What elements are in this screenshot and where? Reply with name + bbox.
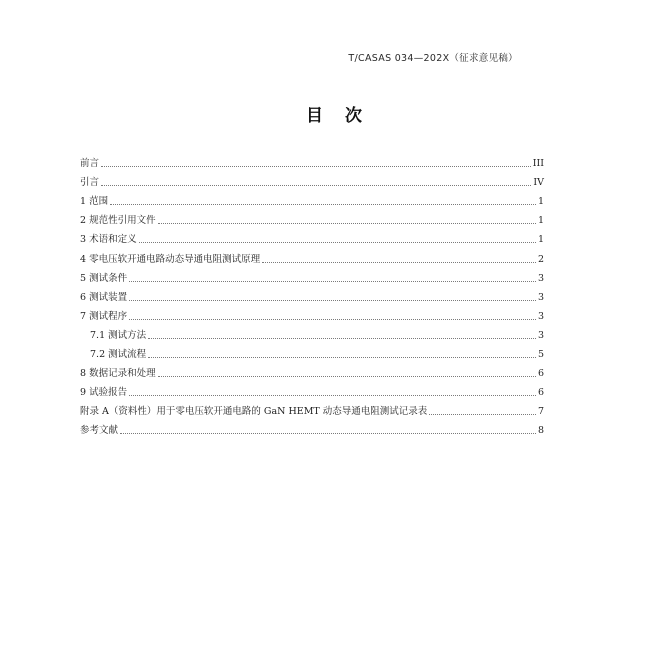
- toc-entry-page-number: 1: [537, 215, 544, 227]
- toc-entry-label: 引言: [80, 177, 100, 189]
- toc-entry-label: 1 范围: [80, 196, 109, 208]
- toc-dot-leader: [129, 300, 536, 301]
- table-of-contents: [80, 150, 544, 436]
- toc-entry[interactable]: [80, 379, 544, 398]
- toc-entry-page-number: 1: [537, 234, 544, 246]
- toc-entry-label: 4 零电压软开通电路动态导通电阻测试原理: [80, 253, 261, 265]
- toc-entry[interactable]: [80, 169, 544, 188]
- toc-dot-leader: [148, 338, 536, 339]
- toc-entry-label: 7.2 测试流程: [90, 349, 147, 361]
- toc-dot-leader: [101, 166, 531, 167]
- toc-entry-page-number: 1: [537, 196, 544, 208]
- toc-entry-label: 6 测试装置: [80, 291, 128, 303]
- toc-entry-page-number: 5: [537, 349, 544, 361]
- toc-entry[interactable]: [80, 188, 544, 207]
- toc-entry-label: 3 术语和定义: [80, 234, 137, 246]
- toc-entry-label: 附录 A（资料性）用于零电压软开通电路的 GaN HEMT 动态导通电阻测试记录表: [80, 406, 428, 418]
- toc-dot-leader: [139, 242, 536, 243]
- toc-entry-page-number: 8: [537, 425, 544, 437]
- toc-entry-page-number: IV: [533, 177, 544, 189]
- toc-entry-page-number: 6: [537, 368, 544, 380]
- toc-entry[interactable]: [80, 245, 544, 264]
- toc-dot-leader: [101, 185, 531, 186]
- toc-entry[interactable]: [80, 341, 544, 360]
- document-code: T/CASAS 034—202X（征求意见稿）: [348, 53, 518, 64]
- toc-entry[interactable]: [80, 360, 544, 379]
- toc-entry-label: 9 试验报告: [80, 387, 128, 399]
- toc-entry[interactable]: [80, 303, 544, 322]
- toc-dot-leader: [110, 204, 536, 205]
- toc-dot-leader: [148, 357, 536, 358]
- toc-entry-label: 5 测试条件: [80, 272, 128, 284]
- toc-entry-page-number: 2: [537, 253, 544, 265]
- toc-entry-page-number: III: [532, 158, 544, 170]
- toc-entry[interactable]: [80, 150, 544, 169]
- toc-dot-leader: [262, 262, 536, 263]
- toc-entry[interactable]: [80, 284, 544, 303]
- toc-dot-leader: [158, 223, 536, 224]
- toc-entry-label: 参考文献: [80, 425, 119, 437]
- toc-entry-label: 7 测试程序: [80, 310, 128, 322]
- toc-entry-page-number: 3: [537, 329, 544, 341]
- toc-entry[interactable]: [80, 207, 544, 226]
- toc-dot-leader: [129, 281, 536, 282]
- toc-entry-label: 2 规范性引用文件: [80, 215, 156, 227]
- toc-entry-page-number: 6: [537, 387, 544, 399]
- page-title: 目次: [306, 106, 384, 126]
- toc-entry-label: 8 数据记录和处理: [80, 368, 156, 380]
- toc-entry-page-number: 7: [537, 406, 544, 418]
- toc-entry[interactable]: [80, 322, 544, 341]
- toc-dot-leader: [429, 414, 536, 415]
- toc-dot-leader: [158, 376, 536, 377]
- toc-entry[interactable]: [80, 265, 544, 284]
- toc-entry-page-number: 3: [537, 272, 544, 284]
- toc-entry-page-number: 3: [537, 310, 544, 322]
- toc-dot-leader: [129, 319, 536, 320]
- toc-dot-leader: [120, 433, 536, 434]
- toc-entry[interactable]: [80, 417, 544, 436]
- toc-entry-page-number: 3: [537, 291, 544, 303]
- toc-entry-label: 7.1 测试方法: [90, 329, 147, 341]
- toc-dot-leader: [129, 395, 536, 396]
- toc-entry[interactable]: [80, 226, 544, 245]
- toc-entry[interactable]: [80, 398, 544, 417]
- toc-entry-label: 前言: [80, 158, 100, 170]
